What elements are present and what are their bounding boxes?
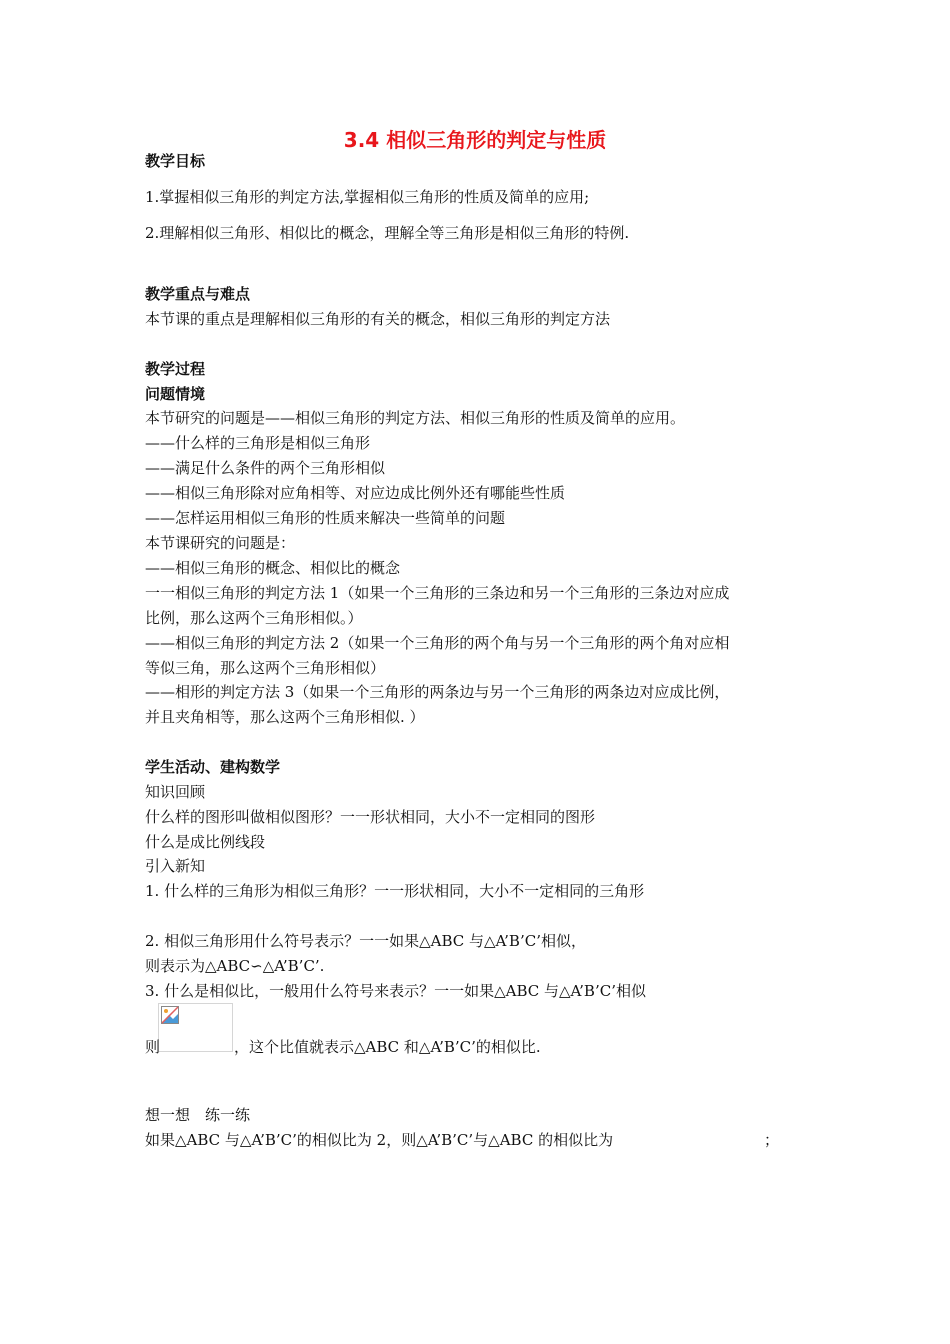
paragraph: ——相似三角形的判定方法 2（如果一个三角形的两个角与另一个三角形的两个角对应相 xyxy=(145,634,730,652)
paragraph: 3. 什么是相似比，一般用什么符号来表示？一一如果△ABC 与△A’B’C’相似 xyxy=(145,982,646,1000)
section-heading: 学生活动、建构数学 xyxy=(145,758,281,776)
paragraph: 本节课研究的问题是： xyxy=(145,534,296,552)
broken-image-placeholder xyxy=(158,1003,233,1052)
paragraph: 1. 什么样的三角形为相似三角形？一一形状相同，大小不一定相同的三角形 xyxy=(145,882,645,900)
paragraph: 比例，那么这两个三角形相似。） xyxy=(145,609,363,627)
section-heading: 教学重点与难点 xyxy=(145,285,251,303)
answer-blank-end: ； xyxy=(764,1131,780,1149)
paragraph: 则 xyxy=(145,1038,161,1056)
paragraph: 一一相似三角形的判定方法 1（如果一个三角形的三条边和另一个三角形的三条边对应成 xyxy=(145,584,730,602)
paragraph: 1.掌握相似三角形的判定方法,掌握相似三角形的性质及简单的应用; xyxy=(145,188,590,206)
paragraph: 本节研究的问题是——相似三角形的判定方法、相似三角形的性质及简单的应用。 xyxy=(145,409,686,427)
paragraph: 什么是成比例线段 xyxy=(145,833,266,851)
paragraph: ——什么样的三角形是相似三角形 xyxy=(145,434,371,452)
paragraph: 引入新知 xyxy=(145,857,206,875)
paragraph: 2. 相似三角形用什么符号表示？一一如果△ABC 与△A’B’C’相似， xyxy=(145,932,586,950)
paragraph: 什么样的图形叫做相似图形？一一形状相同，大小不一定相同的图形 xyxy=(145,808,596,826)
section-heading: 教学过程 xyxy=(145,360,206,378)
paragraph: ——相似三角形除对应角相等、对应边成比例外还有哪能些性质 xyxy=(145,484,566,502)
paragraph: ——满足什么条件的两个三角形相似 xyxy=(145,459,386,477)
section-heading: 教学目标 xyxy=(145,152,206,170)
document-title: 3.4 相似三角形的判定与性质 xyxy=(343,128,607,152)
subsection-heading: 想一想 练一练 xyxy=(145,1106,251,1124)
broken-image-icon xyxy=(161,1006,179,1024)
paragraph: ——相似三角形的概念、相似比的概念 xyxy=(145,559,401,577)
paragraph: ——怎样运用相似三角形的性质来解决一些简单的问题 xyxy=(145,509,506,527)
paragraph: 等似三角，那么这两个三角形相似） xyxy=(145,659,386,677)
paragraph: 本节课的重点是理解相似三角形的有关的概念，相似三角形的判定方法 xyxy=(145,310,611,328)
paragraph: ——相形的判定方法 3（如果一个三角形的两条边与另一个三角形的两条边对应成比例， xyxy=(145,683,730,701)
paragraph: ，这个比值就表示△ABC 和△A’B’C’的相似比. xyxy=(234,1038,541,1056)
paragraph: 如果△ABC 与△A’B’C’的相似比为 2，则△A’B’C’与△ABC 的相似比为 xyxy=(145,1131,614,1149)
paragraph: 并且夹角相等，那么这两个三角形相似. ） xyxy=(145,708,425,726)
paragraph: 2.理解相似三角形、相似比的概念，理解全等三角形是相似三角形的特例. xyxy=(145,224,630,242)
paragraph: 则表示为△ABC∽△A’B’C’. xyxy=(145,957,325,975)
subsection-heading: 问题情境 xyxy=(145,385,206,403)
paragraph: 知识回顾 xyxy=(145,783,206,801)
